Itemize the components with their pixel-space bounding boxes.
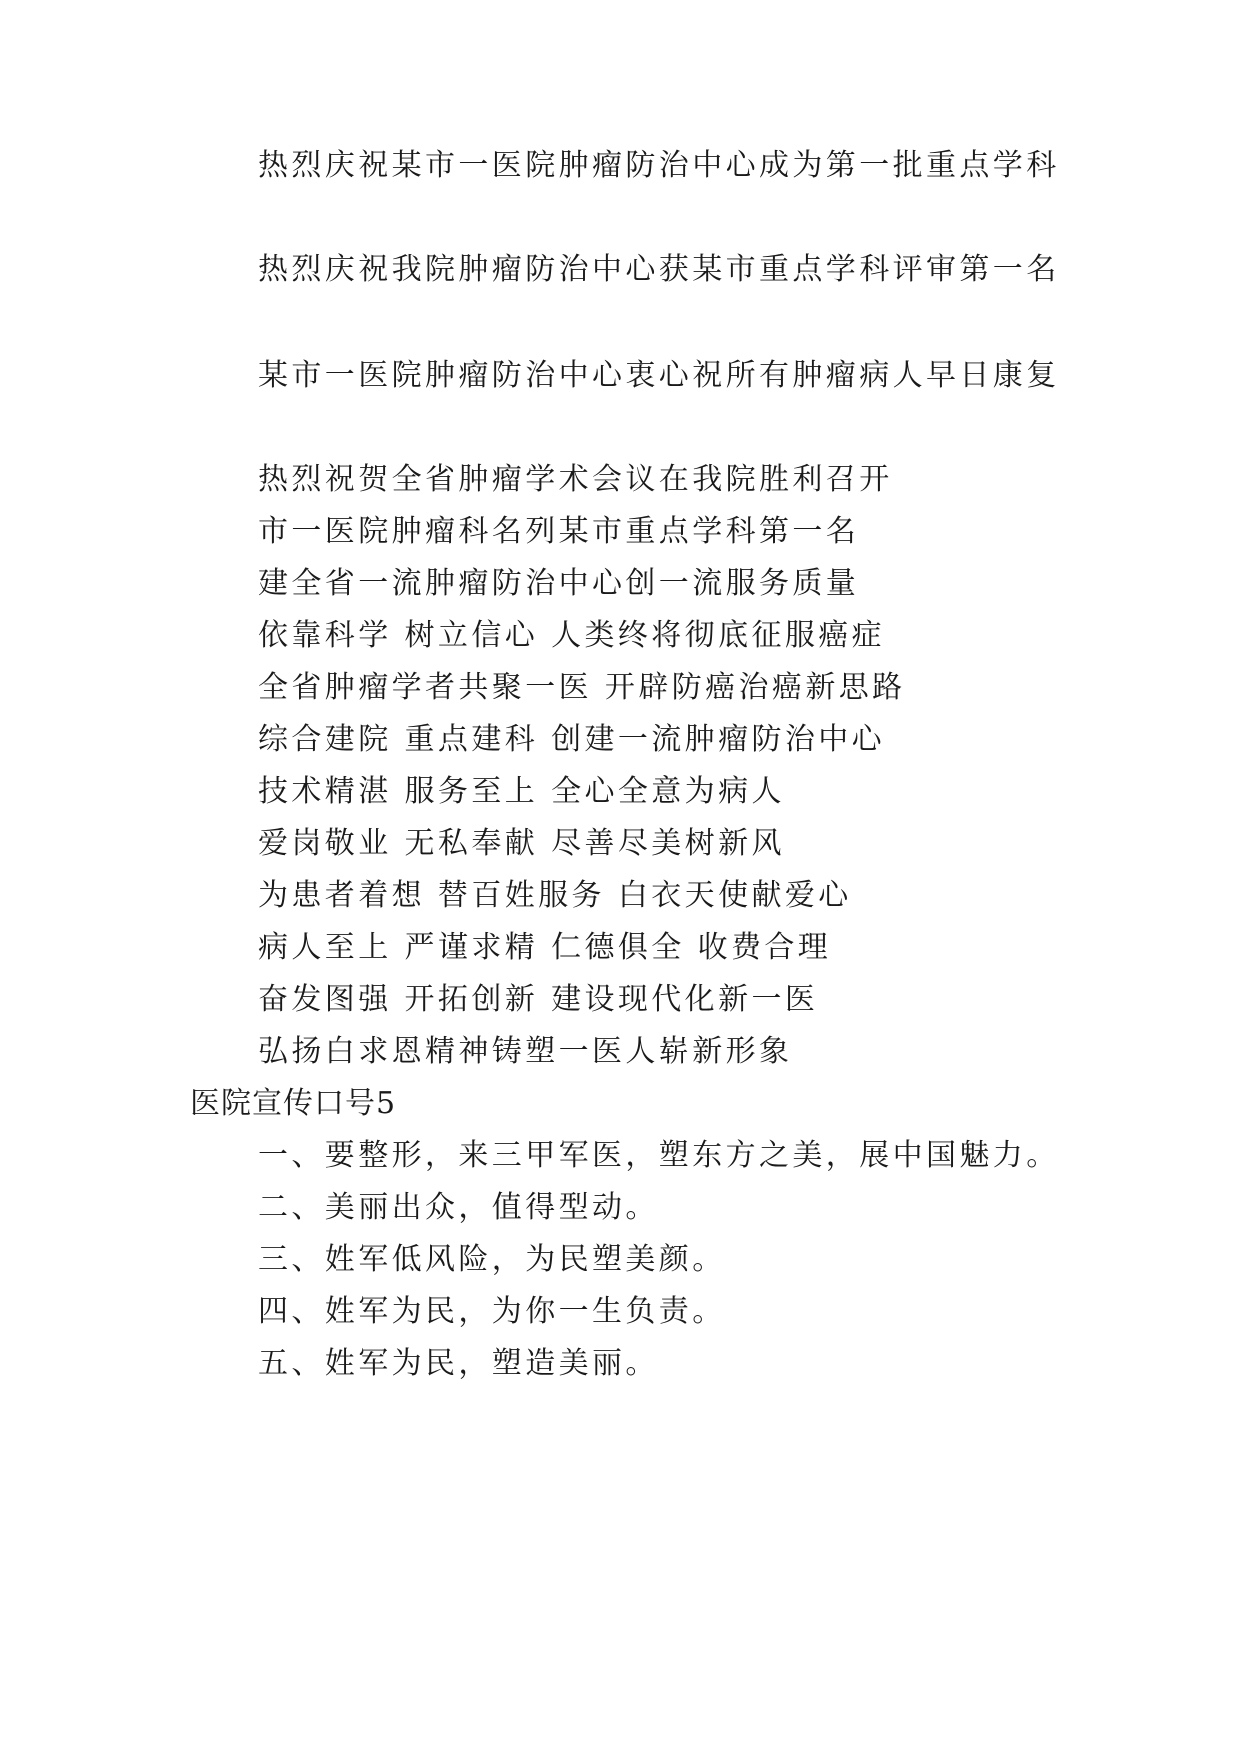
slogan-line: 为患者着想 替百姓服务 白衣天使献爱心 xyxy=(258,878,852,913)
numbered-item: 一、要整形，来三甲军医，塑东方之美，展中国魅力。 xyxy=(258,1138,1060,1173)
slogan-line: 热烈祝贺全省肿瘤学术会议在我院胜利召开 xyxy=(258,462,893,497)
paragraph: 某市一医院肿瘤防治中心衷心祝所有肿瘤病人早日康复 xyxy=(258,358,1060,393)
paragraph: 热烈庆祝某市一医院肿瘤防治中心成为第一批重点学科 xyxy=(258,148,1060,183)
slogan-line: 技术精湛 服务至上 全心全意为病人 xyxy=(258,774,785,809)
numbered-item: 三、姓军低风险，为民塑美颜。 xyxy=(258,1242,726,1277)
slogan-line: 全省肿瘤学者共聚一医 开辟防癌治癌新思路 xyxy=(258,670,906,705)
slogan-line: 爱岗敬业 无私奉献 尽善尽美树新风 xyxy=(258,826,785,861)
slogan-line: 综合建院 重点建科 创建一流肿瘤防治中心 xyxy=(258,722,886,757)
slogan-line: 弘扬白求恩精神铸塑一医人崭新形象 xyxy=(258,1034,793,1069)
slogan-line: 市一医院肿瘤科名列某市重点学科第一名 xyxy=(258,514,860,549)
slogan-line: 依靠科学 树立信心 人类终将彻底征服癌症 xyxy=(258,618,886,653)
slogan-line: 奋发图强 开拓创新 建设现代化新一医 xyxy=(258,982,819,1017)
numbered-item: 五、姓军为民，塑造美丽。 xyxy=(258,1346,659,1381)
slogan-line: 病人至上 严谨求精 仁德俱全 收费合理 xyxy=(258,930,832,965)
numbered-item: 二、美丽出众，值得型动。 xyxy=(258,1190,659,1225)
paragraph: 热烈庆祝我院肿瘤防治中心获某市重点学科评审第一名 xyxy=(258,252,1060,287)
slogan-line: 建全省一流肿瘤防治中心创一流服务质量 xyxy=(258,566,860,601)
numbered-item: 四、姓军为民，为你一生负责。 xyxy=(258,1294,726,1329)
section-heading: 医院宣传口号5 xyxy=(190,1086,397,1121)
